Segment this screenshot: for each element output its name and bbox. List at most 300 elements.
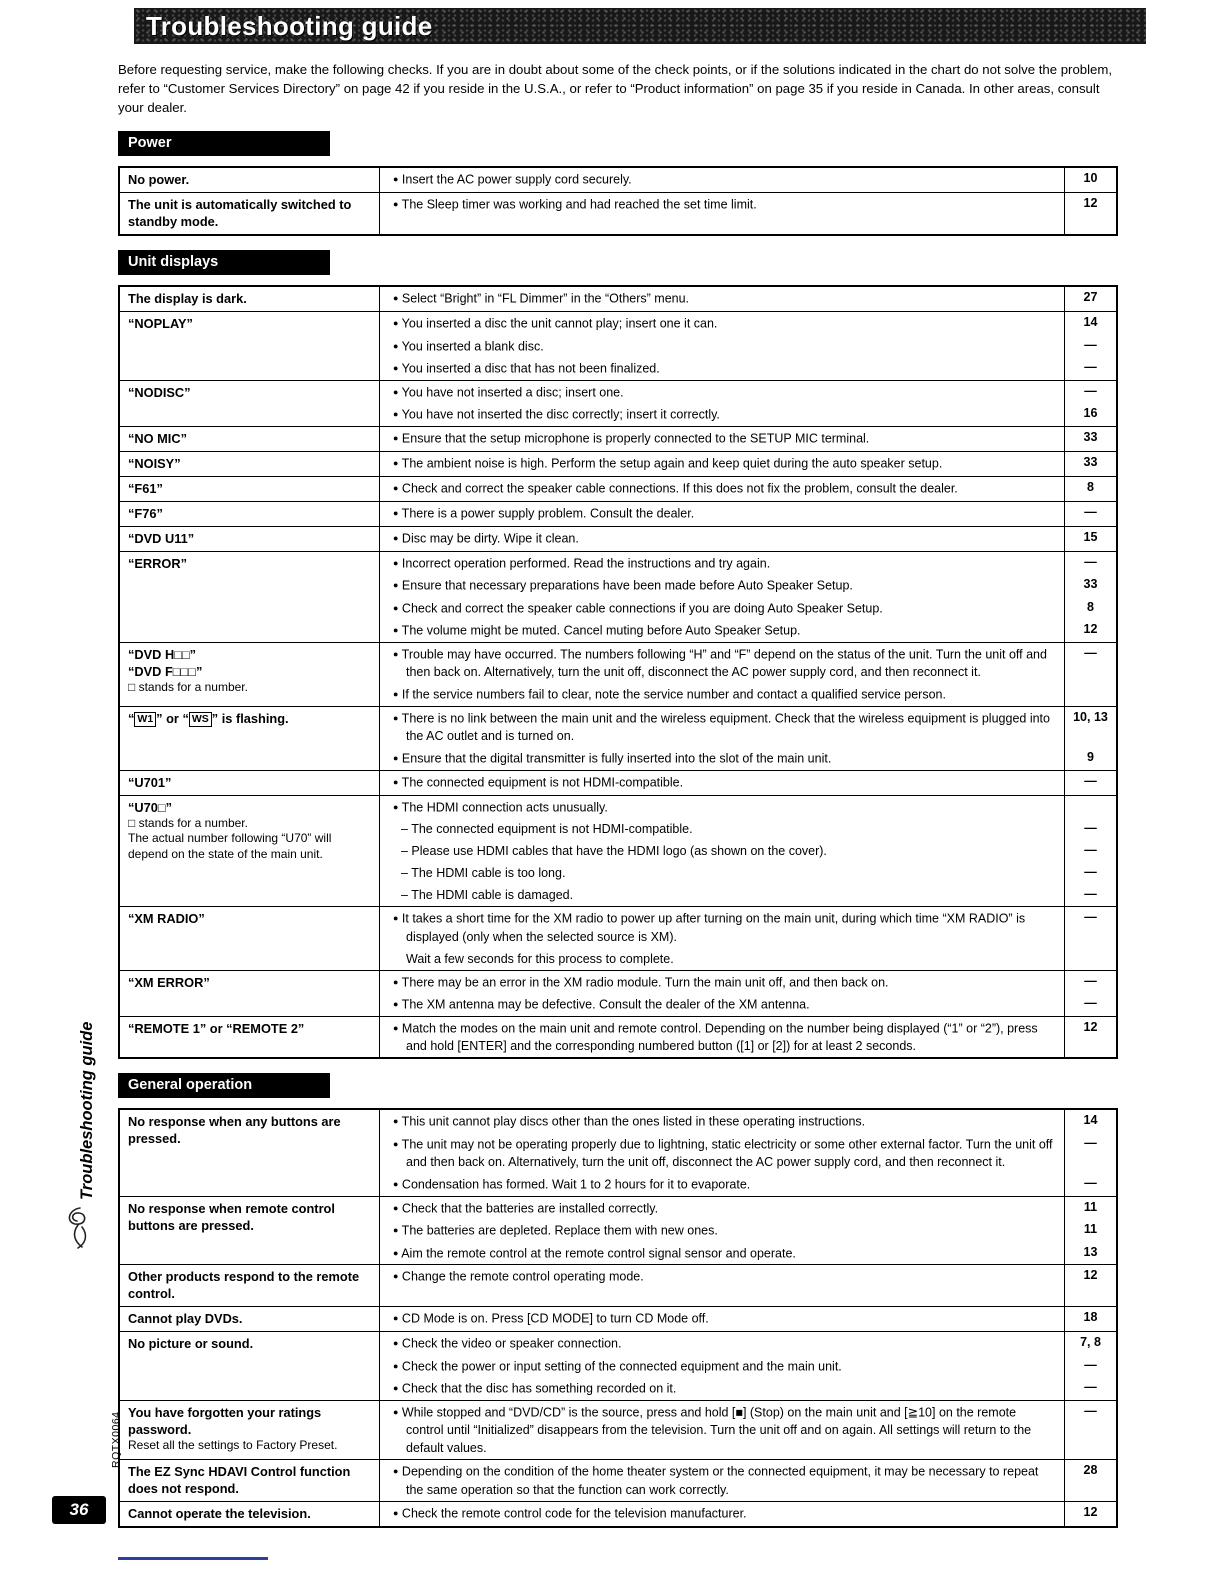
solution-item — [380, 971, 1116, 994]
problem-text: No picture or sound. — [128, 1336, 254, 1351]
page-ref: — — [1064, 1401, 1116, 1460]
solutions-cell — [380, 707, 1116, 770]
bullet-icon: ● — [393, 602, 399, 613]
solution-text: ● While stopped and “DVD/CD” is the source, press and hold [■] (Stop) on the main unit and [≧10] on the remote control until “Initialized” disappears from the television. Turn the unit off and on again. All settings will return to the default values. — [393, 1405, 1032, 1455]
solution-text: ● The ambient noise is high. Perform the setup again and keep quiet during the auto speaker setup. — [393, 456, 943, 470]
solution-item — [380, 552, 1116, 575]
solution-item — [380, 452, 1116, 476]
bullet-icon: ● — [393, 386, 399, 397]
bullet-icon: ● — [393, 1338, 399, 1348]
table-row — [120, 312, 1116, 381]
solution-item — [380, 1265, 1116, 1306]
bullet-icon: ● — [393, 1116, 399, 1126]
table-row — [120, 1332, 1116, 1401]
solution-item — [380, 862, 1116, 884]
solution-item — [380, 619, 1116, 642]
solution-item — [380, 707, 1116, 748]
solutions-cell — [380, 168, 1116, 192]
solutions-cell — [380, 193, 1116, 234]
problem-text: “F76” — [128, 505, 163, 521]
problem-cell — [120, 1460, 380, 1501]
solution-item — [380, 1307, 1116, 1331]
solutions-cell — [380, 971, 1116, 1016]
solution-item — [380, 1502, 1116, 1526]
bullet-icon: ● — [393, 1225, 399, 1235]
solution-item — [380, 527, 1116, 551]
solution-item — [380, 1197, 1116, 1220]
problem-text: Cannot play DVDs. — [128, 1311, 243, 1326]
solution-item — [380, 502, 1116, 526]
table-row — [120, 527, 1116, 552]
solution-item — [380, 312, 1116, 335]
page-ref: — — [1064, 840, 1116, 862]
table-row — [120, 452, 1116, 477]
problem-cell — [120, 1401, 380, 1460]
solution-text: Wait a few seconds for this process to complete. — [406, 951, 674, 966]
solutions-cell — [380, 1332, 1116, 1400]
solutions-cell — [380, 1307, 1116, 1331]
solutions-cell — [380, 502, 1116, 526]
page-ref: — — [1064, 643, 1116, 684]
problem-text: “REMOTE 1” or “REMOTE 2” — [128, 1020, 305, 1036]
bullet-icon: ● — [393, 801, 399, 812]
solution-text: ● Ensure that the digital transmitter is fully inserted into the slot of the main unit. — [393, 751, 832, 766]
table-row — [120, 1401, 1116, 1461]
page-ref — [1064, 683, 1116, 706]
problem-note: □ stands for a number. — [128, 679, 248, 694]
solution-item — [380, 1355, 1116, 1378]
page-ref: — — [1064, 971, 1116, 994]
page-ref: 10 — [1064, 168, 1116, 192]
table-row — [120, 381, 1116, 427]
page-ref: 14 — [1064, 1110, 1116, 1133]
page-ref: 11 — [1064, 1197, 1116, 1220]
table-row — [120, 477, 1116, 502]
solution-text: ● Check and correct the speaker cable connections if you are doing Auto Speaker Setup. — [393, 601, 883, 615]
bullet-icon: ● — [393, 174, 399, 184]
solutions-cell — [380, 1401, 1116, 1460]
page-ref: 12 — [1064, 1017, 1116, 1058]
bullet-icon: ● — [393, 532, 399, 543]
page-ref: — — [1064, 552, 1116, 575]
solution-text: ● Ensure that the setup microphone is properly connected to the SETUP MIC terminal. — [393, 431, 870, 445]
page-ref: — — [1064, 1377, 1116, 1400]
problem-text: “XM ERROR” — [128, 974, 210, 990]
problem-text: No power. — [128, 172, 190, 187]
solution-text: ● CD Mode is on. Press [CD MODE] to turn CD Mode off. — [393, 1311, 709, 1326]
bullet-icon: ● — [393, 648, 399, 659]
solution-text: ● Select “Bright” in “FL Dimmer” in the “Others” menu. — [393, 291, 690, 306]
solution-item — [380, 948, 1116, 970]
solution-text: – Please use HDMI cables that have the HDMI logo (as shown on the cover). — [401, 844, 827, 858]
indicator-box: WS — [189, 712, 212, 727]
page-ref: — — [1064, 1173, 1116, 1196]
solutions-cell — [380, 1460, 1116, 1501]
page-ref — [1064, 948, 1116, 970]
bullet-icon: ● — [393, 293, 399, 303]
problem-cell — [120, 452, 380, 476]
bullet-icon: ● — [393, 1179, 399, 1189]
page-ref: — — [1064, 907, 1116, 948]
section-heading: Power — [118, 131, 330, 156]
solutions-cell — [380, 427, 1116, 451]
solution-text: ● Depending on the condition of the home theater system or the connected equipment, it may be necessary to repeat the same operation so that the function can work correctly. — [393, 1464, 1039, 1497]
table-row — [120, 502, 1116, 527]
solution-text: ● Insert the AC power supply cord securely. — [393, 172, 632, 187]
solution-text: – The HDMI cable is too long. — [401, 866, 566, 880]
page-ref: 14 — [1064, 312, 1116, 335]
problem-text: No response when any buttons are pressed. — [128, 1114, 341, 1146]
table-row — [120, 707, 1116, 771]
problem-text: “ W1 ” or “ WS ” is flashing. — [128, 710, 289, 726]
bullet-icon: ● — [393, 1247, 399, 1258]
solution-item — [380, 1173, 1116, 1196]
problem-note: □ stands for a number. — [128, 815, 248, 830]
solutions-cell — [380, 287, 1116, 311]
page-ref: 28 — [1064, 1460, 1116, 1501]
table-row — [120, 1460, 1116, 1502]
bullet-icon: ● — [393, 199, 399, 209]
table-row — [120, 427, 1116, 452]
solution-item — [380, 747, 1116, 770]
bullet-icon: ● — [393, 1466, 399, 1476]
solution-text: ● Ensure that necessary preparations have been made before Auto Speaker Setup. — [393, 578, 853, 593]
page-ref: 11 — [1064, 1219, 1116, 1242]
table-row — [120, 1110, 1116, 1197]
problem-cell — [120, 1197, 380, 1265]
problem-text: “DVD F□□□” — [128, 663, 203, 679]
solution-text: ● The volume might be muted. Cancel muting before Auto Speaker Setup. — [393, 623, 801, 638]
solution-text: ● Check the video or speaker connection. — [393, 1336, 622, 1351]
table-row — [120, 971, 1116, 1017]
solution-item — [380, 574, 1116, 597]
intro-paragraph: Before requesting service, make the following checks. If you are in doubt about some of the check points, or if the solutions indicated in the chart do not solve the problem, refer to “Customer Services Directory” on page 42 if you reside in the U.S.A., or refer to “Product information” on page 35 if you reside in Canada. In other areas, consult your dealer. — [118, 62, 1113, 115]
solution-item — [380, 1460, 1116, 1501]
bullet-icon: ● — [393, 689, 399, 699]
sidebar-label: Troubleshooting guide — [78, 1021, 96, 1200]
solution-text: ● There is a power supply problem. Consult the dealer. — [393, 506, 695, 520]
bullet-icon: ● — [393, 1508, 399, 1518]
page-ref: 8 — [1064, 597, 1116, 620]
problem-text: “DVD U11” — [128, 530, 195, 546]
table-row — [120, 193, 1116, 234]
problem-text: The EZ Sync HDAVI Control function does not respond. — [128, 1464, 351, 1496]
problem-cell — [120, 502, 380, 526]
table-row — [120, 1017, 1116, 1058]
bullet-icon: ● — [393, 1406, 399, 1417]
bullet-icon: ● — [393, 753, 399, 763]
page-ref: 7, 8 — [1064, 1332, 1116, 1355]
bullet-icon: ● — [393, 976, 399, 987]
solution-item — [380, 818, 1116, 840]
bullet-icon: ● — [393, 457, 399, 468]
problem-cell — [120, 527, 380, 551]
problem-text: “DVD H□□” — [128, 646, 197, 662]
problem-cell — [120, 707, 380, 770]
solution-item — [380, 168, 1116, 192]
solution-item — [380, 840, 1116, 862]
problem-cell — [120, 1307, 380, 1331]
page-ref: — — [1064, 502, 1116, 526]
problem-text: The unit is automatically switched to standby mode. — [128, 197, 352, 229]
problem-cell — [120, 427, 380, 451]
content-area — [118, 8, 1118, 1528]
title-banner — [134, 8, 1146, 44]
page-number: 36 — [69, 1500, 89, 1519]
solution-text: ● This unit cannot play discs other than the ones listed in these operating instructions. — [393, 1114, 866, 1129]
page-ref: 12 — [1064, 619, 1116, 642]
bullet-icon: ● — [393, 409, 399, 419]
page-ref: 27 — [1064, 287, 1116, 311]
problem-cell — [120, 1265, 380, 1306]
problem-text: You have forgotten your ratings password. — [128, 1404, 322, 1437]
table-row — [120, 771, 1116, 796]
solution-text: ● Aim the remote control at the remote control signal sensor and operate. — [393, 1246, 796, 1260]
table-row — [120, 643, 1116, 707]
solution-text: ● Change the remote control operating mode. — [393, 1269, 644, 1284]
bullet-icon: ● — [393, 776, 399, 787]
solution-item — [380, 643, 1116, 684]
problem-text: “NO MIC” — [128, 430, 188, 446]
bullet-icon: ● — [393, 999, 399, 1009]
problem-cell — [120, 193, 380, 234]
solution-item — [380, 335, 1116, 358]
solution-text: ● The HDMI connection acts unusually. — [393, 800, 608, 814]
solutions-cell — [380, 1502, 1116, 1526]
solution-text: ● Check the power or input setting of the connected equipment and the main unit. — [393, 1359, 842, 1373]
sections — [118, 131, 1118, 1528]
solution-text: – The HDMI cable is damaged. — [401, 888, 574, 902]
solution-item — [380, 193, 1116, 234]
solution-item — [380, 1377, 1116, 1400]
solution-item — [380, 1401, 1116, 1460]
solution-text: ● Check and correct the speaker cable connections. If this does not fix the problem, consult the dealer. — [393, 481, 958, 495]
solutions-cell — [380, 477, 1116, 501]
bullet-icon: ● — [393, 557, 399, 568]
solutions-cell — [380, 796, 1116, 907]
solutions-cell — [380, 452, 1116, 476]
page-ref: — — [1064, 818, 1116, 840]
page-ref: — — [1064, 993, 1116, 1016]
page-ref: 18 — [1064, 1307, 1116, 1331]
bullet-icon: ● — [393, 340, 399, 351]
solution-item — [380, 771, 1116, 795]
solution-item — [380, 381, 1116, 404]
solution-item — [380, 884, 1116, 906]
problem-cell — [120, 1017, 380, 1058]
table-row — [120, 796, 1116, 908]
page-title: Troubleshooting guide — [146, 10, 433, 41]
bullet-icon: ● — [393, 1202, 399, 1213]
bullet-icon: ● — [393, 482, 399, 493]
problem-text: Other products respond to the remote control. — [128, 1269, 360, 1301]
solution-text: ● Disc may be dirty. Wipe it clean. — [393, 531, 579, 545]
problem-cell — [120, 168, 380, 192]
problem-cell — [120, 1110, 380, 1196]
problem-text: No response when remote control buttons are pressed. — [128, 1200, 335, 1233]
solution-item — [380, 597, 1116, 620]
solution-text: ● Check the remote control code for the television manufacturer. — [393, 1506, 747, 1521]
bullet-icon: ● — [393, 1138, 399, 1149]
solutions-cell — [380, 312, 1116, 380]
table-row — [120, 1502, 1116, 1526]
page-ref — [1064, 796, 1116, 819]
solutions-cell — [380, 643, 1116, 706]
troubleshooting-table — [118, 285, 1118, 1059]
troubleshooting-table — [118, 1108, 1118, 1528]
page-number-badge — [52, 1496, 106, 1524]
page-ref: 10, 13 — [1064, 707, 1116, 748]
problem-cell — [120, 477, 380, 501]
bullet-icon: ● — [393, 1383, 399, 1393]
page-ref: — — [1064, 1133, 1116, 1174]
problem-cell — [120, 381, 380, 426]
page-ref: 16 — [1064, 403, 1116, 426]
solution-item — [380, 403, 1116, 426]
problem-text: Cannot operate the television. — [128, 1506, 311, 1521]
page-ref: 33 — [1064, 452, 1116, 476]
problem-cell — [120, 907, 380, 970]
page-ref: — — [1064, 862, 1116, 884]
solution-item — [380, 1242, 1116, 1265]
problem-cell — [120, 771, 380, 795]
solution-item — [380, 357, 1116, 380]
solution-text: ● You have not inserted a disc; insert one. — [393, 385, 624, 399]
solutions-cell — [380, 771, 1116, 795]
solutions-cell — [380, 381, 1116, 426]
problem-cell — [120, 1332, 380, 1400]
indicator-box: W1 — [134, 712, 156, 727]
page-ref: — — [1064, 335, 1116, 358]
problem-cell — [120, 643, 380, 706]
solution-text: ● The connected equipment is not HDMI-compatible. — [393, 775, 684, 789]
problem-text: “NODISC” — [128, 384, 191, 400]
problem-note: Reset all the settings to Factory Preset. — [128, 1437, 338, 1452]
bullet-icon: ● — [393, 432, 399, 443]
solutions-cell — [380, 1017, 1116, 1058]
solution-item — [380, 1017, 1116, 1058]
page-ref: — — [1064, 357, 1116, 380]
problem-text: “F61” — [128, 480, 163, 496]
table-row — [120, 907, 1116, 971]
problem-cell — [120, 1502, 380, 1526]
solution-text: ● It takes a short time for the XM radio to power up after turning on the main unit, during which time “XM RADIO” is displayed (only when the selected source is XM). — [393, 911, 1026, 944]
solution-item — [380, 907, 1116, 948]
table-row — [120, 552, 1116, 643]
problem-cell — [120, 796, 380, 907]
solution-text: ● The Sleep timer was working and had reached the set time limit. — [393, 197, 757, 212]
page-ref: 15 — [1064, 527, 1116, 551]
section-heading: Unit displays — [118, 250, 330, 275]
problem-text: “NOISY” — [128, 455, 181, 471]
solution-text: ● The XM antenna may be defective. Consult the dealer of the XM antenna. — [393, 997, 810, 1012]
solution-text: ● You have not inserted the disc correctly; insert it correctly. — [393, 407, 720, 422]
solution-text: ● Incorrect operation performed. Read the instructions and try again. — [393, 556, 771, 570]
solution-item — [380, 1219, 1116, 1242]
solution-text: – The connected equipment is not HDMI-compatible. — [401, 822, 693, 836]
bullet-icon: ● — [393, 1271, 399, 1281]
bullet-icon: ● — [393, 1313, 399, 1323]
solution-text: ● There may be an error in the XM radio module. Turn the main unit off, and then back on. — [393, 975, 889, 989]
bullet-icon: ● — [393, 318, 399, 328]
solution-item — [380, 477, 1116, 501]
solution-item — [380, 1332, 1116, 1355]
solution-item — [380, 683, 1116, 706]
solution-text: ● Condensation has formed. Wait 1 to 2 hours for it to evaporate. — [393, 1177, 751, 1192]
solution-text: ● Trouble may have occurred. The numbers following “H” and “F” depend on the status of the unit. Turn the unit off and then back on. Alternatively, turn the unit off, disconnect the AC power supply cord, and then reconnect it. — [393, 647, 1047, 679]
page-ref: 12 — [1064, 193, 1116, 234]
troubleshooting-table — [118, 166, 1118, 236]
solutions-cell — [380, 1197, 1116, 1265]
solution-item — [380, 1110, 1116, 1133]
page-ref: — — [1064, 1355, 1116, 1378]
solutions-cell — [380, 1265, 1116, 1306]
solution-item — [380, 1133, 1116, 1174]
page-ref: — — [1064, 771, 1116, 795]
solution-text: ● Check that the disc has something recorded on it. — [393, 1381, 677, 1396]
page-ref: 33 — [1064, 574, 1116, 597]
solution-text: ● Check that the batteries are installed correctly. — [393, 1201, 659, 1215]
solution-text: ● You inserted a disc the unit cannot play; insert one it can. — [393, 316, 718, 331]
solution-item — [380, 427, 1116, 451]
problem-cell — [120, 312, 380, 380]
table-row — [120, 1307, 1116, 1332]
page-ref: 8 — [1064, 477, 1116, 501]
problem-text: “NOPLAY” — [128, 316, 193, 331]
solution-text: ● The batteries are depleted. Replace them with new ones. — [393, 1223, 718, 1238]
page-ref: 12 — [1064, 1265, 1116, 1306]
solution-item — [380, 993, 1116, 1016]
table-row — [120, 1197, 1116, 1266]
bullet-icon: ● — [393, 363, 399, 373]
solution-text: ● Match the modes on the main unit and remote control. Depending on the number being displayed (“1” or “2”), press and hold [ENTER] and the corresponding numbered button ([1] or [2]) for at least 2 seconds. — [393, 1021, 1038, 1053]
problem-cell — [120, 552, 380, 642]
page-ref: — — [1064, 884, 1116, 906]
solution-text: ● You inserted a blank disc. — [393, 339, 544, 353]
problem-cell — [120, 287, 380, 311]
scribble-doodle-icon — [62, 1205, 98, 1251]
solutions-cell — [380, 527, 1116, 551]
solution-text: ● You inserted a disc that has not been finalized. — [393, 361, 660, 376]
bottom-divider — [118, 1557, 268, 1560]
solution-item — [380, 796, 1116, 819]
solutions-cell — [380, 907, 1116, 970]
page-ref: — — [1064, 381, 1116, 404]
page-ref: 12 — [1064, 1502, 1116, 1526]
problem-note: The actual number following “U70” will depend on the state of the main unit. — [128, 831, 332, 861]
solution-text: ● If the service numbers fail to clear, note the service number and contact a qualified service person. — [393, 687, 946, 702]
table-row — [120, 1265, 1116, 1307]
bullet-icon: ● — [393, 913, 399, 923]
bullet-icon: ● — [393, 712, 399, 723]
table-row — [120, 287, 1116, 312]
page-ref: 33 — [1064, 427, 1116, 451]
solution-text: ● The unit may not be operating properly due to lightning, static electricity or some other external factor. Turn the unit off and then back on. Alternatively, turn the unit off, disconnect the AC power supply cord, and then reconnect it. — [393, 1137, 1053, 1169]
page-ref: 13 — [1064, 1242, 1116, 1265]
doc-code: RQTX0064 — [110, 1411, 122, 1468]
solutions-cell — [380, 552, 1116, 642]
table-row — [120, 168, 1116, 193]
solution-text: ● There is no link between the main unit and the wireless equipment. Check that the wireless equipment is plugged into the AC outlet and is turned on. — [393, 711, 1050, 743]
problem-text: “ERROR” — [128, 555, 188, 571]
page-ref: 9 — [1064, 747, 1116, 770]
bullet-icon: ● — [393, 1360, 399, 1371]
problem-text: The display is dark. — [128, 291, 247, 306]
problem-text: “XM RADIO” — [128, 911, 205, 926]
problem-text: “U701” — [128, 774, 172, 790]
solutions-cell — [380, 1110, 1116, 1196]
problem-text: “U70□” — [128, 799, 173, 815]
